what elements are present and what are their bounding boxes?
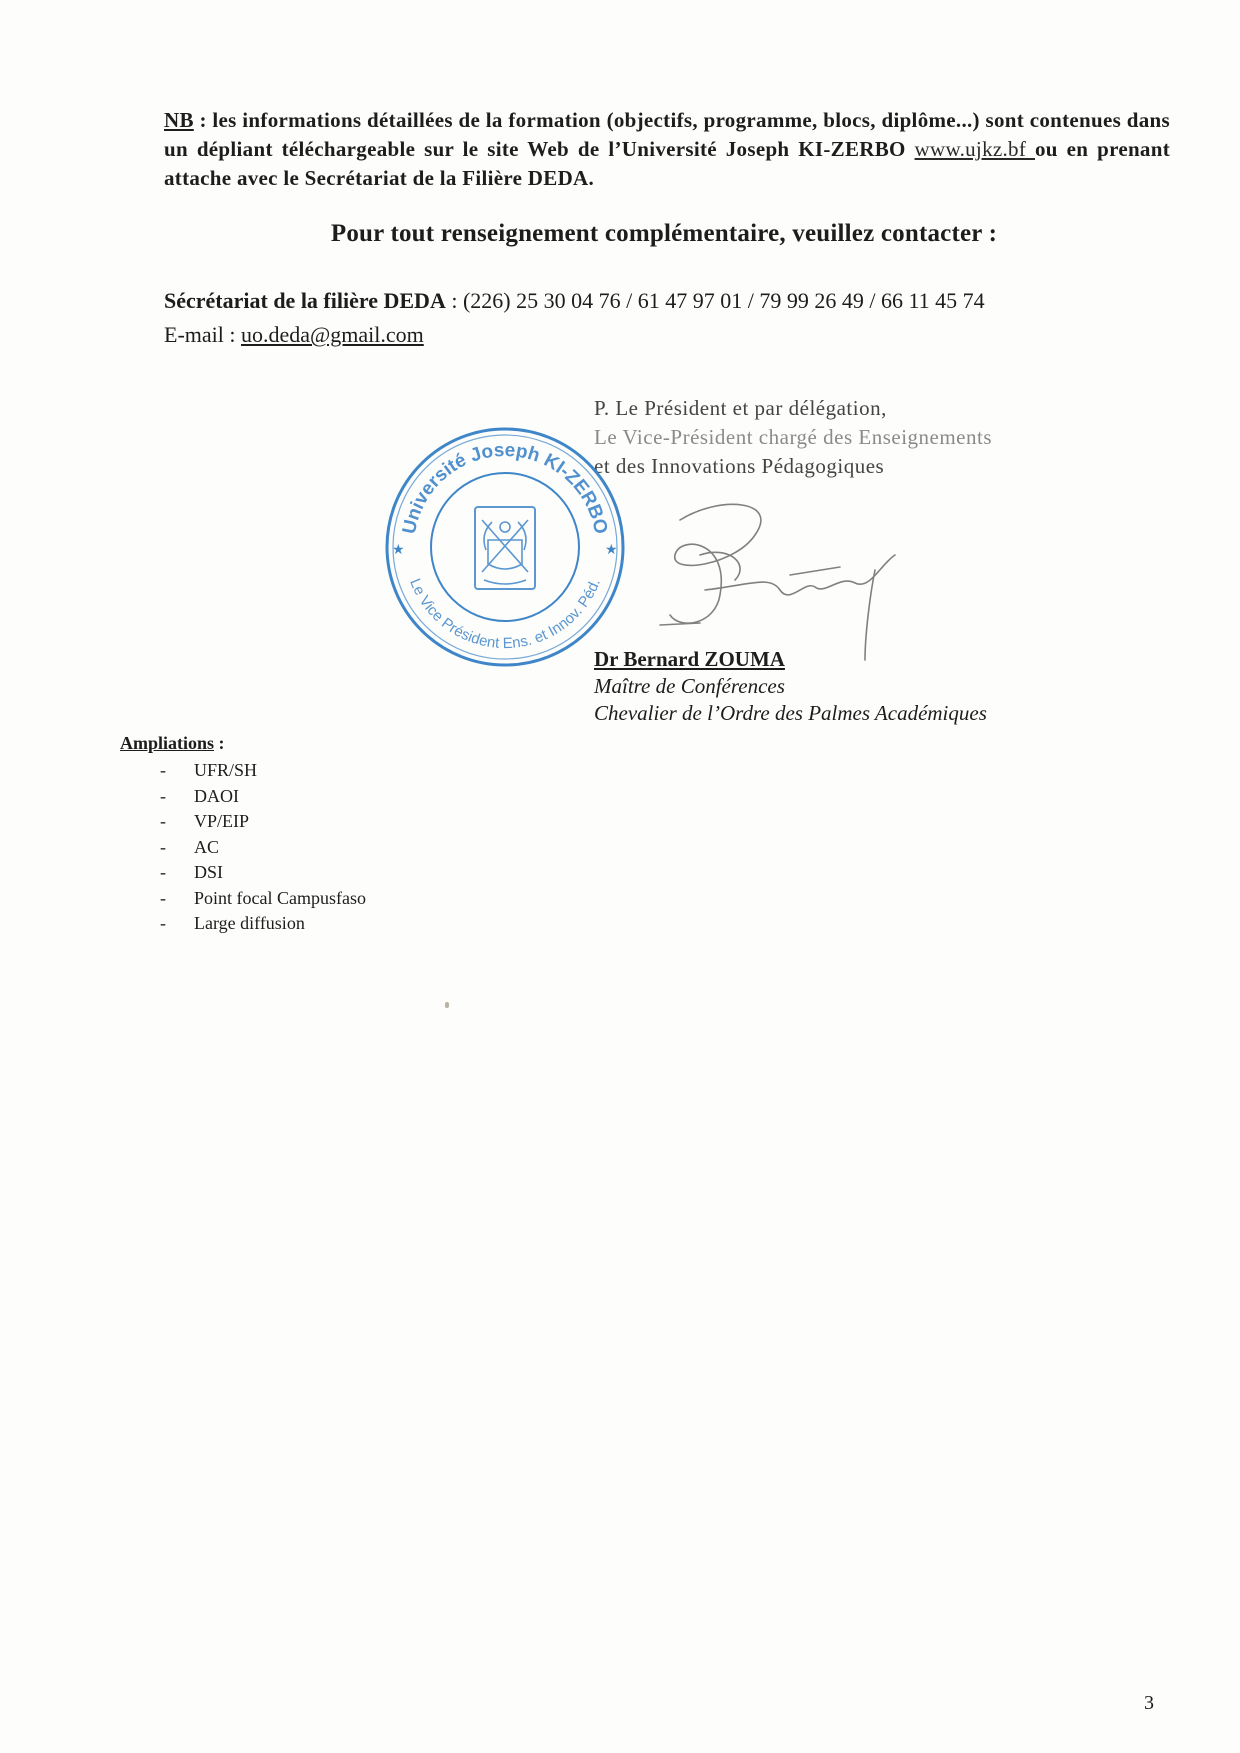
list-item [120,835,366,861]
nb-label: NB [164,108,194,132]
dash-bullet-icon: - [160,913,166,933]
ampliations-title-colon: : [214,733,225,753]
ampliations-title-label: Ampliations [120,733,215,753]
list-item-text: DAOI [194,785,239,806]
delegation-text [594,394,992,481]
list-item-text: AC [194,836,220,857]
delegation-line-2: Le Vice-Président chargé des Enseignements [594,425,993,449]
nb-text: : les informations détaillées de la formation (objectifs, programme, blocs, diplôme...) sont contenues dans un dépliant téléchargeable sur le site Web de l’Université Joseph KI-ZERBO [164,108,1170,161]
delegation-line-3: et des Innovations Pédagogiques [594,454,885,478]
list-item-text: Large diffusion [194,913,305,933]
stamp-star-right-icon: ★ [605,543,618,558]
nb-text-end: ou en prenant attache avec le Secrétariat de la Filière DEDA. [164,137,1170,190]
dash-bullet-icon: - [160,862,166,882]
list-item-text: DSI [194,862,224,882]
list-item [120,860,366,886]
signer-block [594,646,987,727]
page-number: 3 [1144,1692,1154,1714]
dash-bullet-icon: - [160,887,166,908]
official-stamp [380,422,630,672]
secretariat-label: Sécrétariat de la filière DEDA [164,288,446,313]
list-item [120,784,366,810]
ampliations-block [120,733,366,937]
stamp-top-text: Université Joseph KI-ZERBO [398,439,612,536]
list-item [120,758,366,784]
email-line [164,318,985,352]
ampliations-list [120,758,366,937]
email-link[interactable]: uo.deda@gmail.com [240,322,424,347]
scan-speck [445,1002,449,1008]
dash-bullet-icon: - [160,760,166,780]
dash-bullet-icon: - [160,811,166,831]
contact-block [164,284,985,352]
website-link[interactable]: www.ujkz.bf [914,137,1035,161]
list-item-text: VP/EIP [194,811,250,831]
secretariat-line [164,284,985,318]
dash-bullet-icon: - [160,836,166,857]
dash-bullet-icon: - [160,785,166,806]
list-item [120,886,366,912]
list-item [120,911,366,937]
coat-of-arms-icon [475,507,535,589]
contact-heading: Pour tout renseignement complémentaire, veuillez contacter : [330,220,998,247]
list-item-text: UFR/SH [194,760,258,780]
signer-name: Dr Bernard ZOUMA [594,647,785,671]
list-item-text: Point focal Campusfaso [194,887,366,908]
secretariat-phones: : (226) 25 30 04 76 / 61 47 97 01 / 79 99 26 49 / 66 11 45 74 [445,288,985,313]
email-label: E-mail : [164,322,241,347]
signer-title-2: Chevalier de l’Ordre des Palmes Académiques [594,701,987,725]
list-item [120,809,366,835]
signer-title-1: Maître de Conférences [594,674,785,698]
stamp-bottom-text: Le Vice Président Ens. et Innov. Péd. [406,576,604,653]
stamp-star-left-icon: ★ [392,543,405,558]
ampliations-title [120,733,366,754]
handwritten-signature [640,495,940,665]
delegation-line-1: P. Le Président et par délégation, [594,396,887,420]
nb-paragraph [164,106,1170,193]
